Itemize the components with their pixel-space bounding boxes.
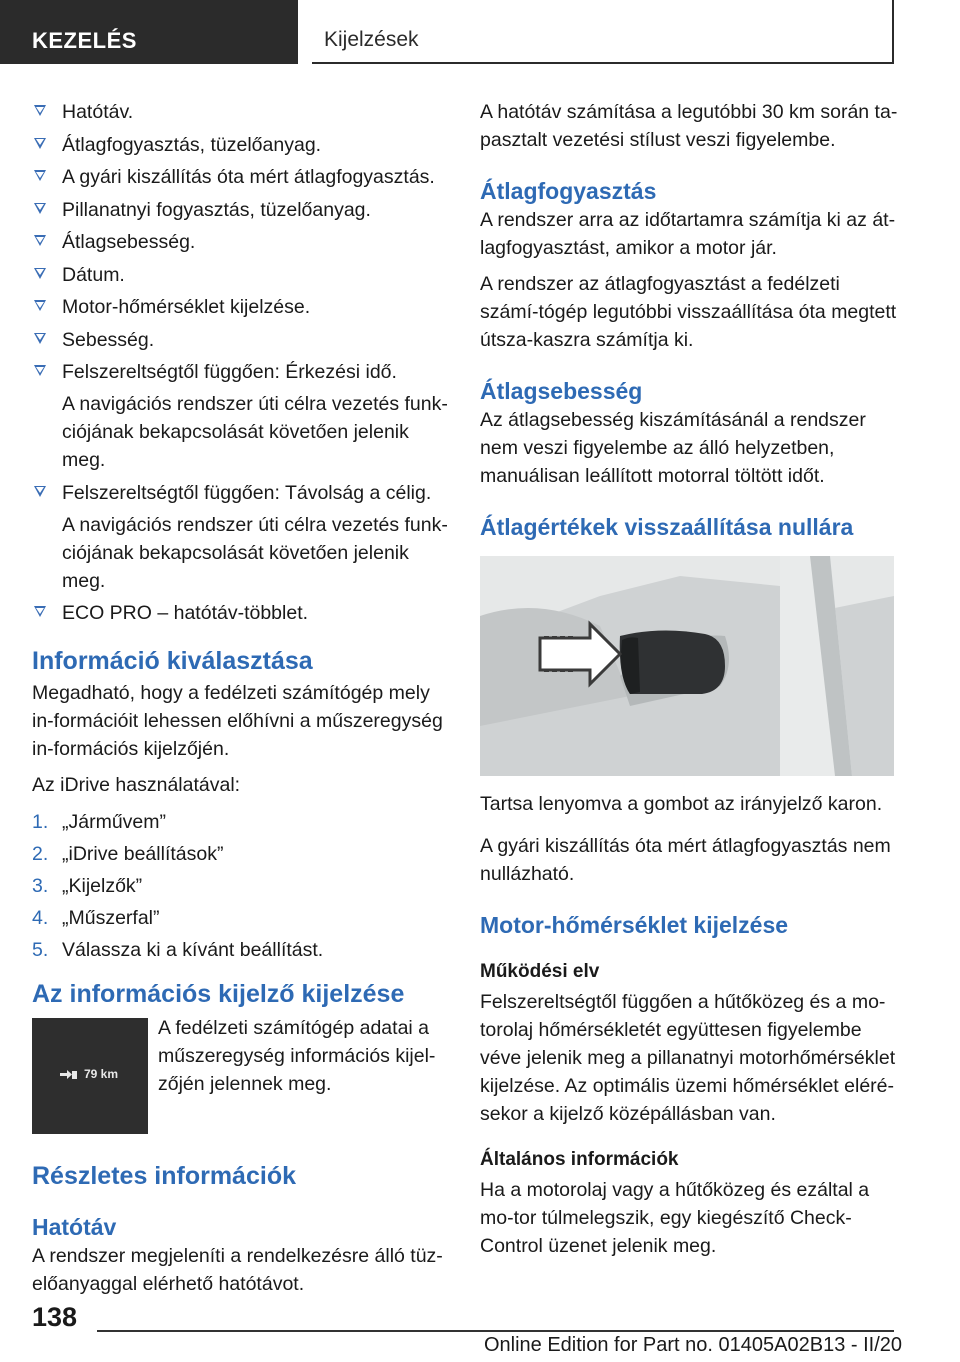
page-number: 138	[32, 1302, 78, 1332]
function-heading: Működési elv	[480, 961, 600, 982]
display-items-list	[32, 98, 450, 627]
display-heading: Az információs kijelző kijelzése	[32, 980, 405, 1008]
avg-speed-paragraph: Az átlagsebesség kiszámításánál a rendszer nem veszi figyelembe az álló helyzetben, manuálisan leállított motorral töltött időt.	[480, 409, 866, 487]
steps-list	[32, 808, 450, 964]
step-item: 4. „Műszerfal”	[32, 907, 160, 929]
general-info-paragraph: Ha a motorolaj vagy a hűtőközeg és ezáltal a mo-tor túlmelegszik, egy kiegészítő Check-Control üzenet jelenik meg.	[480, 1179, 870, 1257]
list-item: Motor-hőmérséklet kijelzése.	[32, 293, 450, 321]
bullet-triangle-icon	[34, 105, 46, 116]
info-select-heading: Információ kiválasztása	[32, 647, 313, 675]
avg-consumption-paragraph-2: A rendszer az átlagfogyasztást a fedélzeti számí-tógép legutóbbi visszaállítása óta megtett útsza-kaszra számítja ki.	[480, 273, 897, 351]
edition-text: Online Edition for Part no. 01405A02B13 - II/20	[483, 1334, 902, 1356]
reset-heading: Átlagértékek visszaállítása nullára	[480, 514, 854, 540]
step-item: 5. Válassza ki a kívánt beállítást.	[32, 939, 324, 961]
list-item: Felszereltségtől függően: Érkezési idő. A navigációs rendszer úti célra vezetés funk-ciójának bekapcsolását követően jelenik meg.	[32, 358, 450, 474]
reset-paragraph-2: A gyári kiszállítás óta mért átlagfogyasztás nem nullázható.	[480, 835, 891, 885]
list-item: Hatótáv.	[32, 98, 450, 126]
display-readout: 79 km	[60, 1067, 118, 1081]
bullet-triangle-icon	[34, 486, 46, 497]
list-item: Felszereltségtől függően: Távolság a célig. A navigációs rendszer úti célra vezetés funk-ciójának bekapcsolását követően jelenik meg.	[32, 479, 450, 595]
idrive-intro: Az iDrive használatával:	[32, 774, 241, 796]
display-section	[32, 1018, 450, 1134]
step-item: 2. „iDrive beállítások”	[32, 843, 224, 865]
list-item: Sebesség.	[32, 326, 450, 354]
list-item: A gyári kiszállítás óta mért átlagfogyasztás.	[32, 163, 450, 191]
range-heading: Hatótáv	[32, 1214, 117, 1240]
fuel-range-icon	[60, 1069, 78, 1080]
right-column	[480, 98, 898, 1260]
bullet-triangle-icon	[34, 333, 46, 344]
bullet-triangle-icon	[34, 138, 46, 149]
details-heading: Részletes információk	[32, 1162, 296, 1190]
avg-consumption-heading: Átlagfogyasztás	[480, 178, 657, 204]
bullet-triangle-icon	[34, 365, 46, 376]
avg-speed-heading: Átlagsebesség	[480, 378, 643, 404]
turn-signal-lever-photo	[480, 556, 894, 776]
bullet-triangle-icon	[34, 235, 46, 246]
general-info-heading: Általános információk	[480, 1149, 679, 1170]
range-paragraph-2: A hatótáv számítása a legutóbbi 30 km során ta-pasztalt vezetési stílust veszi figyelembe.	[480, 101, 898, 151]
list-item: Átlagfogyasztás, tüzelőanyag.	[32, 131, 450, 159]
bullet-triangle-icon	[34, 300, 46, 311]
left-column	[32, 98, 450, 1298]
display-description: A fedélzeti számítógép adatai a műszeregység információs kijel-zőjén jelennek meg.	[158, 1017, 436, 1095]
instrument-display-image	[32, 1018, 148, 1134]
bullet-triangle-icon	[34, 203, 46, 214]
page-footer	[0, 1296, 960, 1362]
avg-consumption-paragraph-1: A rendszer arra az időtartamra számítja ki az át-lagfogyasztást, amikor a motor jár.	[480, 209, 896, 259]
bullet-triangle-icon	[34, 606, 46, 617]
list-item: Pillanatnyi fogyasztás, tüzelőanyag.	[32, 196, 450, 224]
bullet-triangle-icon	[34, 268, 46, 279]
list-item-note: A navigációs rendszer úti célra vezetés funk-ciójának bekapcsolását követően jelenik meg.	[62, 513, 448, 592]
engine-temp-heading: Motor-hőmérséklet kijelzése	[480, 912, 789, 938]
chapter-tab	[312, 0, 894, 64]
footer-divider	[97, 1330, 894, 1332]
step-item: 1. „Járművem”	[32, 811, 167, 833]
list-item: Dátum.	[32, 261, 450, 289]
range-paragraph: A rendszer megjeleníti a rendelkezésre álló tüz-előanyaggal elérhető hatótávot.	[32, 1245, 443, 1295]
section-tab	[0, 0, 298, 64]
section-title: KEZELÉS	[32, 28, 137, 53]
list-item-note: A navigációs rendszer úti célra vezetés funk-ciójának bekapcsolását követően jelenik meg.	[62, 393, 448, 471]
step-item: 3. „Kijelzők”	[32, 875, 143, 897]
function-paragraph: Felszereltségtől függően a hűtőközeg és a mo-torolaj hőmérsékletét együttesen figyelembe véve jelenik meg a pillanatnyi motorhőmérséklet kijelzése. Az optimális üzemi hőmérséklet eléré-sekor a kijelző középállásban van.	[480, 991, 896, 1125]
list-item: ECO PRO – hatótáv-többlet.	[32, 599, 450, 627]
info-select-paragraph: Megadható, hogy a fedélzeti számítógép mely in-formációit lehessen előhívni a műszeregység in-formációs kijelzőjén.	[32, 682, 443, 760]
reset-paragraph-1: Tartsa lenyomva a gombot az irányjelző karon.	[480, 793, 883, 815]
chapter-title: Kijelzések	[324, 28, 419, 51]
list-item: Átlagsebesség.	[32, 228, 450, 256]
page-header	[0, 0, 960, 66]
bullet-triangle-icon	[34, 170, 46, 181]
